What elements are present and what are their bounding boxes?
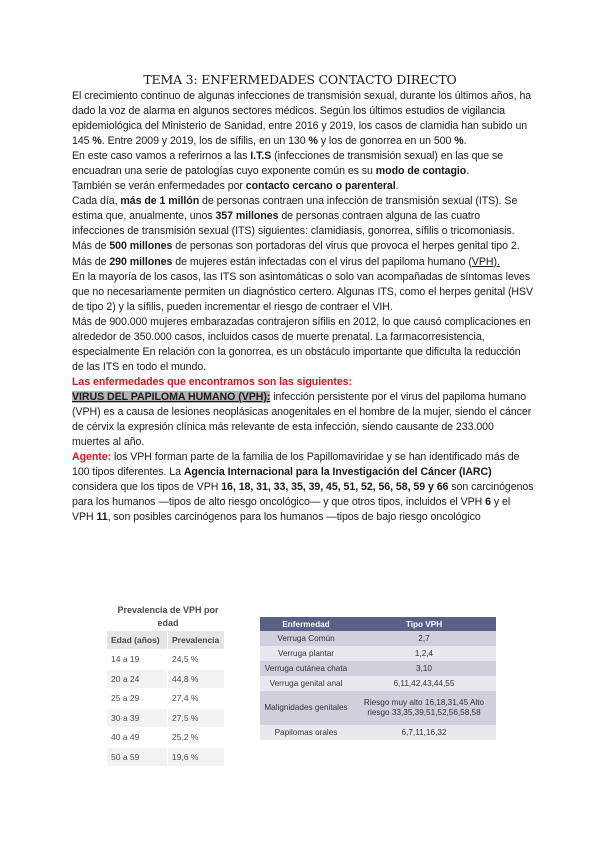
table-row: Malignidades genitales Riesgo muy alto 16,18,31,45 Alto riesgo 33,35,39,51,52,56,58,58 xyxy=(260,691,496,725)
vph-heading: VIRUS DEL PAPILOMA HUMANO (VPH): xyxy=(72,390,271,403)
table-row: 25 a 29 27,4 % xyxy=(107,689,224,709)
vph-type-table xyxy=(260,617,496,740)
table-row: Verruga cutánea chata 3,10 xyxy=(260,661,496,676)
paragraph-herpes-vph: Más de 500 millones de personas son portadoras del virus que provoca el herpes genital tipo 2. Más de 290 millones de mujeres están infectadas con el virus del papiloma humano (VPH). xyxy=(72,240,520,268)
table-row: 20 a 24 44,8 % xyxy=(107,670,224,690)
table-row: Verruga plantar 1,2,4 xyxy=(260,646,496,661)
table-header-row: Enfermedad Tipo VPH xyxy=(260,617,496,631)
agent-label: Agente: xyxy=(72,451,112,464)
table-row: 14 a 19 24,5 % xyxy=(107,650,224,670)
paragraph-vph: VIRUS DEL PAPILOMA HUMANO (VPH): infección persistente por el virus del papiloma humano (VPH) es a causa de lesiones neoplásicas anogenitales en el hombre de la mujer, siendo el cáncer de cérvix la expresión clínica más relevante de esta infección, siendo causante de 233.000 muertes al año. xyxy=(72,390,532,449)
paragraph-parenteral: También se verán enfermedades por contacto cercano o parenteral. xyxy=(72,180,399,193)
paragraph-daily-infections: Cada día, más de 1 millón de personas contraen una infección de transmisión sexual (ITS). Se estima que, anualmente, unos 357 millones de personas contraen alguna de las cuatro infecciones de transmisión sexual (ITS) siguientes: clamidiasis, gonorrea, sífilis o tricomoniasis. xyxy=(72,195,518,238)
table-row: Verruga genital anal 6,11,42,43,44,55 xyxy=(260,676,496,691)
table-header-row: Edad (años) Prevalencia xyxy=(107,631,224,650)
paragraph-syphilis-pregnancy: Más de 900.000 mujeres embarazadas contrajeron sífilis en 2012, lo que causó complicaciones en alrededor de 350.000 casos, incluidos casos de muerte prenatal. La farmacorresistencia, especialmente En relación con la gonorrea, es un obstáculo importante que dificulta la reducción de las ITS en todo el mundo. xyxy=(72,315,531,373)
paragraph-asymptomatic: En la mayoría de los casos, las ITS son asintomáticas o solo van acompañadas de síntomas leves que no necesariamente permiten un diagnóstico certero. Algunas ITS, como el herpes genital (HSV de tipo 2) y la sífilis, pueden incrementar el riesgo de contraer el VIH. xyxy=(72,270,534,313)
prevalence-table-title: Prevalencia de VPH por edad xyxy=(117,605,219,628)
table-row: 30 a 39 27,5 % xyxy=(107,709,224,729)
page-title: TEMA 3: ENFERMEDADES CONTACTO DIRECTO xyxy=(143,72,457,87)
prevalence-table xyxy=(107,631,224,767)
table-row: 50 a 59 19,6 % xyxy=(107,748,224,768)
vph-link[interactable]: VPH). xyxy=(471,255,500,268)
table-row: Papilomas orales 6,7,11,16,32 xyxy=(260,725,496,740)
paragraph-agent: Agente: los VPH forman parte de la familia de los Papillomaviridae y se han identificado más de 100 tipos diferentes. La Agencia Internacional para la Investigación del Cáncer (IARC) considera que los tipos de VPH 16, 18, 31, 33, 35, 39, 45, 51, 52, 56, 58, 59 y 66 son carcinógenos para los humanos —tipos de alto riesgo oncológico— y que otros tipos, incluidos el VPH 6 y el VPH 11, son posibles carcinógenos para los humanos —tipos de bajo riesgo oncológico xyxy=(72,451,534,524)
table-row: 40 a 49 25,2 % xyxy=(107,728,224,748)
section-heading-diseases: Las enfermedades que encontramos son las siguientes: xyxy=(72,375,352,388)
table-row: Verruga Común 2,7 xyxy=(260,631,496,646)
paragraph-its-growth: El crecimiento continuo de algunas infecciones de transmisión sexual, durante los últimos años, ha dado la voz de alarma en algunos sectores médicos. Según los últimos estudios de vigilancia epidemiológica del Ministerio de Sanidad, entre 2016 y 2019, los casos de clamidia han subido un 145 %. Entre 2009 y 2019, los de sífilis, en un 130 % y los de gonorrea en un 500 %. xyxy=(72,90,532,148)
document-body xyxy=(72,89,534,525)
paragraph-its-definition: En este caso vamos a referirnos a las I.T.S (infecciones de transmisión sexual) en las que se encuadran una serie de patologías cuyo exponente común es su modo de contagio. xyxy=(72,150,504,178)
